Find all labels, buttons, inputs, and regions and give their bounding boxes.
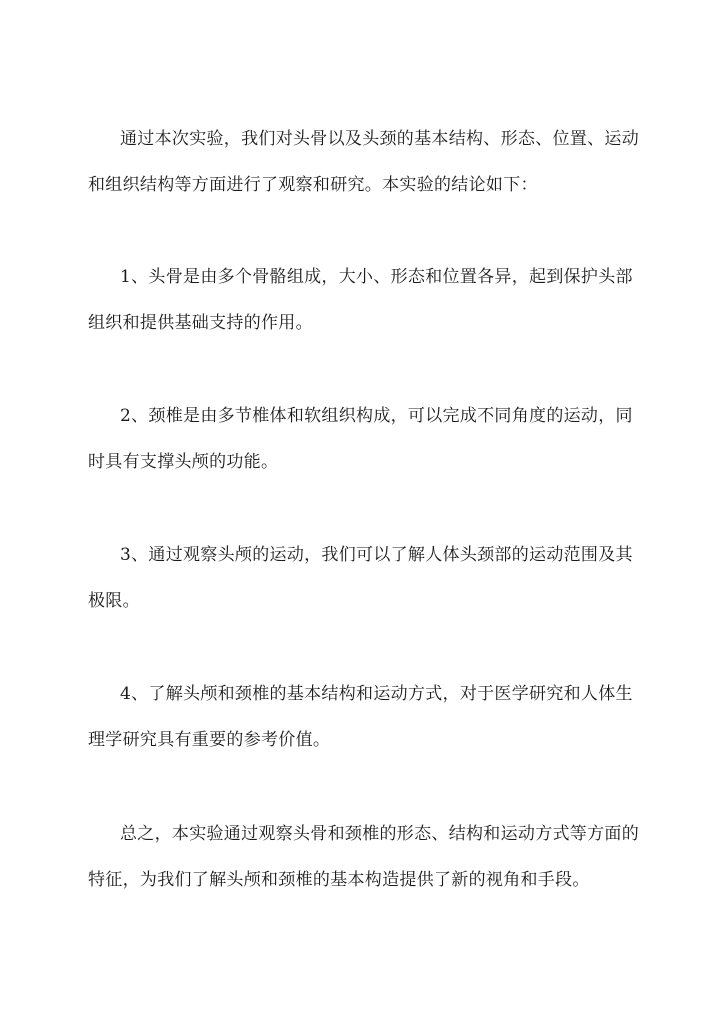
paragraph-line: 总之，本实验通过观察头骨和颈椎的形态、结构和运动方式等方面的 <box>120 824 639 844</box>
paragraph-line: 通过本次实验，我们对头骨以及头颈的基本结构、形态、位置、运动 <box>120 129 639 149</box>
paragraph-line: 特征，为我们了解头颅和颈椎的基本构造提供了新的视角和手段。 <box>88 870 590 890</box>
paragraph-line: 极限。 <box>88 591 140 611</box>
paragraph-line: 1、头骨是由多个骨骼组成，大小、形态和位置各异，起到保护头部 <box>120 267 633 287</box>
paragraph-line: 4、了解头颅和颈椎的基本结构和运动方式，对于医学研究和人体生 <box>120 684 633 704</box>
paragraph-line: 组织和提供基础支持的作用。 <box>88 313 313 333</box>
paragraph-line: 理学研究具有重要的参考价值。 <box>88 730 331 750</box>
paragraph-line: 2、颈椎是由多节椎体和软组织构成，可以完成不同角度的运动，同 <box>120 406 633 426</box>
paragraph-line: 3、通过观察头颅的运动，我们可以了解人体头颈部的运动范围及其 <box>120 545 633 565</box>
paragraph-line: 时具有支撑头颅的功能。 <box>88 452 279 472</box>
paragraph-line: 和组织结构等方面进行了观察和研究。本实验的结论如下： <box>88 175 538 195</box>
